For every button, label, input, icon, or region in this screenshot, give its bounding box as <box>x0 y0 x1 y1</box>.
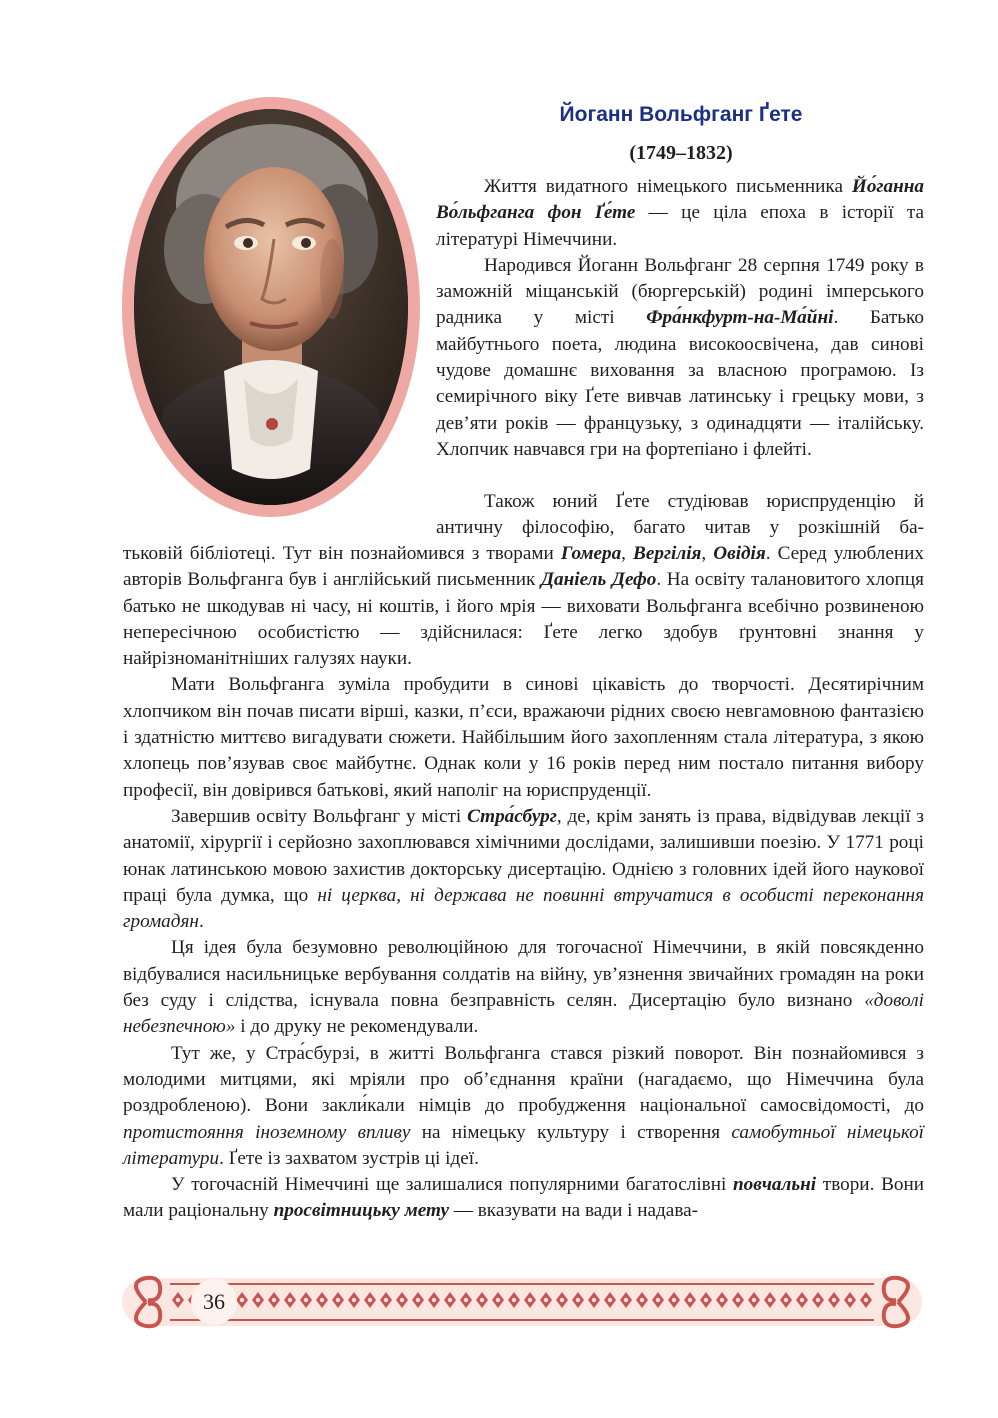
paragraph-5-text-1: Завершив освіту Вольфганг у місті <box>171 805 468 827</box>
strasbourg-city: Стра́сбург <box>467 805 557 827</box>
paragraph-7-text-1: Тут же, у Стра́сбурзі, в житті Вольфганга стався різкий поворот. Він познайомився з молодими митцями, які мріяли про об’єднання країни (нагадаємо, що Німеччина була роздробленою). Вони закли́кали німців до пробудження національної самосвідомості, до <box>123 1042 924 1117</box>
footer-ornament <box>122 1270 922 1334</box>
paragraph-7-text-3: . Ґете із захватом зустрів ці ідеї. <box>219 1147 479 1169</box>
birthplace-city: Фра́нкфурт-на-Ма́йні <box>646 307 834 329</box>
paragraph-8-text-2: твори. Вони мали раціональну <box>123 1174 924 1222</box>
paragraph-1-text-end: — це ціла епоха в історії та літературі Німеччини. <box>436 202 924 250</box>
paragraph-6-text-2: і до друку не рекомендували. <box>235 1016 479 1038</box>
portrait-image <box>134 109 408 505</box>
paragraph-6 <box>123 935 924 1040</box>
author-ovid: Овідія <box>713 543 766 564</box>
paragraph-8 <box>123 1172 924 1225</box>
paragraph-7-text-2: на німецьку культуру і створення <box>410 1121 732 1143</box>
foreign-influence-phrase: протистояння іноземному впливу <box>123 1121 411 1143</box>
main-text <box>123 541 924 1225</box>
paragraph-3-text-1: тьковій бібліотеці. Тут він познайомився з творами <box>123 543 561 564</box>
life-years: (1749–1832) <box>629 142 733 164</box>
dangerous-quote: «доволі небезпечною» <box>123 990 924 1038</box>
intro-column <box>436 174 924 463</box>
separator-2: , <box>701 543 714 564</box>
didactic-word: повчальні <box>733 1174 817 1196</box>
page-number: 36 <box>191 1279 237 1325</box>
paragraph-1-text-start: Життя видатного німецького письменника <box>484 176 852 197</box>
paragraph-5-text-3: . <box>198 911 204 933</box>
paragraph-2-text-end: . Батько майбутнього поета, людина високоосвічена, дав синові чудове домашнє виховання за власною програмою. Із семирічного віку Ґете вивчав латинську і грецьку мови, з дев’яти років — французьку, з одинадцяти — італійську. Хлопчик навчався гри на фортепіано і флейті. <box>436 307 924 460</box>
original-literature-phrase: самобутньої німецької літератури <box>123 1121 924 1169</box>
paragraph-3-line-1: Також юний Ґете студіював юриспруденцію й <box>484 491 924 512</box>
paragraph-2 <box>436 253 924 463</box>
paragraph-3-start <box>436 489 924 542</box>
goethe-full-name: Йо́ганна Во́льфганга фон Ґе́те <box>436 176 924 224</box>
portrait-frame <box>122 97 420 517</box>
paragraph-3-text-3: . На освіту талановитого хлопця батько не шкодував ні часу, ні коштів, і його мрія — виховати Вольфганга всебічно розвиненою непересічною особистістю — здійснилася: Ґете легко здобув ґрунтовні знання у найрізноманітніших галузях науки. <box>123 569 925 670</box>
paragraph-5 <box>123 804 924 935</box>
paragraph-8-text-3: — вказувати на вади і надава- <box>448 1200 699 1222</box>
goethe-portrait-illustration <box>134 109 408 505</box>
paragraph-3-line-2: античну філософію, багато читав у розкішній ба- <box>436 517 924 539</box>
paragraph-7 <box>123 1041 924 1172</box>
paragraph-3-continued <box>123 541 924 672</box>
paragraph-8-text-1: У тогочасній Німеччині ще залишалися популярними багатослівні <box>171 1174 734 1196</box>
author-homer: Гомера <box>560 543 622 564</box>
thesis-idea: ні церква, ні держава не повинні втручатися в особисті переконання громадян <box>123 884 924 933</box>
separator-1: , <box>621 543 634 564</box>
paragraph-3-text-2: . Серед улюблених авторів Вольфганга був і англійський письменник <box>123 543 925 591</box>
author-defoe: Даніель Дефо <box>540 569 657 591</box>
paragraph-1 <box>436 174 924 253</box>
enlightenment-goal-phrase: просвітницьку мету <box>273 1200 449 1222</box>
page-title: Йоганн Вольфганг Ґете <box>559 103 803 126</box>
paragraph-5-text-2: , де, крім занять із права, відвідував лекції з анатомії, хірургії і серйозно захоплювався хімічними дослідами, залишивши поезію. У 1771 році юнак латинською мовою захистив докторську дисертацію. Однією з головних ідей його наукової праці була думка, що <box>123 805 925 906</box>
paragraph-2-text-start: Народився Йоганн Вольфганг 28 серпня 1749 року в заможній міщанській (бюргерській) родині імперського радника у місті <box>436 254 924 329</box>
paragraph-4: Мати Вольфганга зуміла пробудити в синові цікавість до творчості. Десятирічним хлопчиком він почав писати вірші, казки, п’єси, вражаючи рідних своєю невгамовною фантазією і здатністю миттєво вигадувати сюжети. Найбільшим його захопленням стала література, з якою хлопець пов’язував своє майбутнє. Однак коли у 16 років перед ним постало питання вибору професії, він довірився батькові, який наполіг на юриспруденції. <box>123 674 924 801</box>
paragraph-6-text-1: Ця ідея була безумовно революційною для тогочасної Німеччини, в якій повсякденно відбувалися насильницьке вербування солдатів на війну, ув’язнення звичайних громадян на роки без суду і слідства, існувала повна безправність селян. Дисертацію було визнано <box>123 937 924 1012</box>
author-virgil: Вергілія <box>633 543 702 564</box>
